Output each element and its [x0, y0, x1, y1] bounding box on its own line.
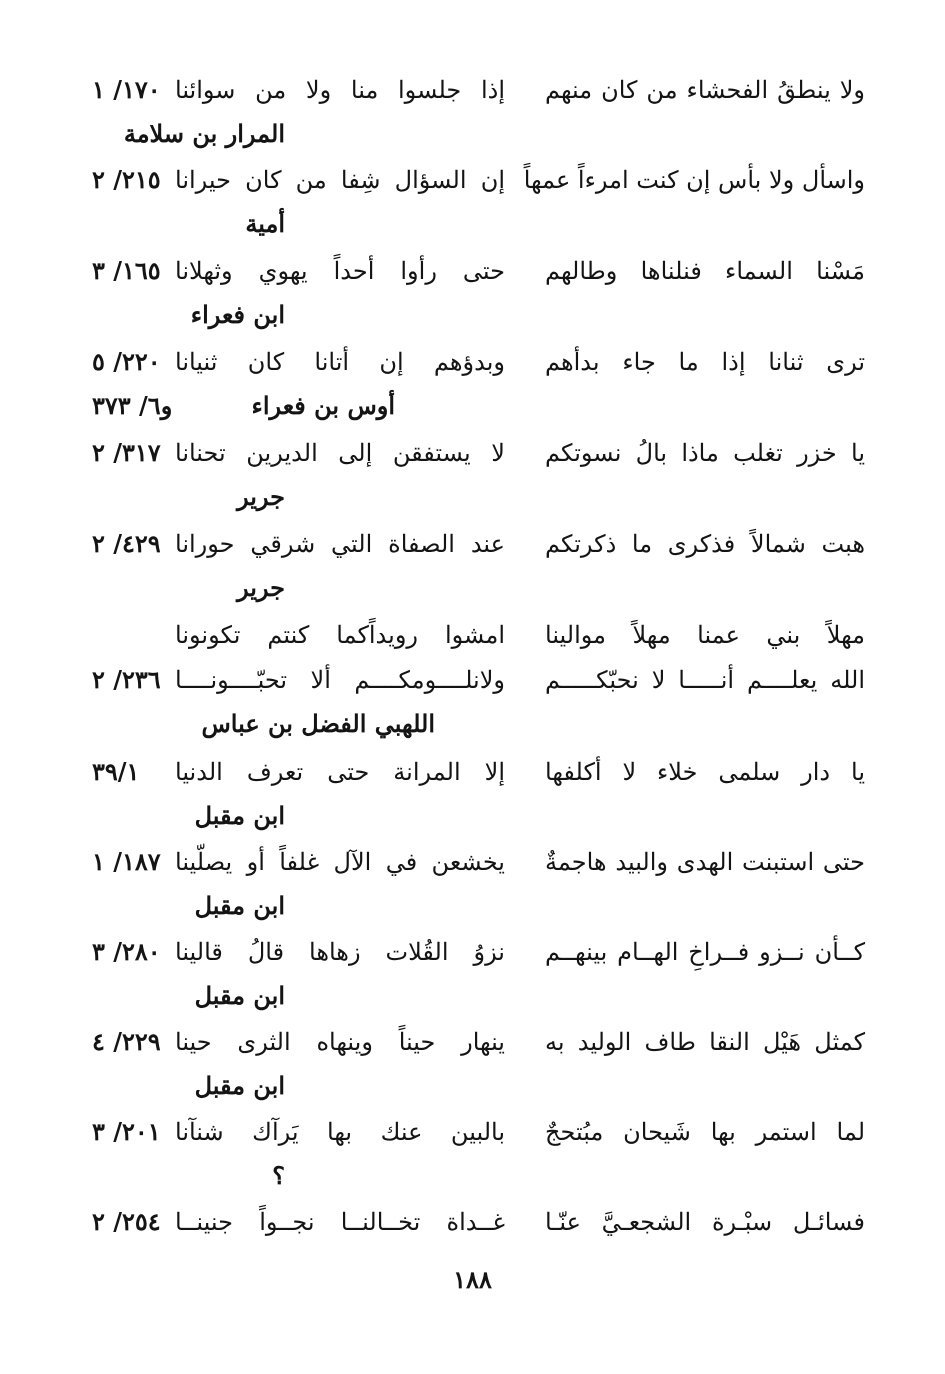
poet-line — [0, 794, 945, 838]
volume-page-reference: ٢٣٦/ ٢ — [92, 665, 161, 694]
poet-name: اللهبي الفضل بن عباس — [201, 709, 435, 738]
verse-second-hemistich: ولانلــــومكــــم ألا تحبّــــونــــا — [175, 666, 505, 694]
verse-entry — [0, 158, 945, 246]
volume-page-reference: ٢١٥/ ٢ — [92, 165, 161, 194]
verse-second-hemistich: لا يستفقن إلى الديرين تحنانا — [175, 439, 505, 467]
volume-page-reference: ٢٠١/ ٣ — [92, 1117, 161, 1146]
verse-entry — [0, 840, 945, 928]
volume-page-reference: ٣٩/١ — [92, 757, 140, 786]
verse-line — [0, 840, 945, 884]
volume-page-reference: ٢٢٩/ ٤ — [92, 1027, 161, 1056]
verse-entry — [0, 522, 945, 610]
poet-line — [0, 566, 945, 610]
verse-entry — [0, 340, 945, 428]
poet-line — [0, 702, 945, 746]
verse-second-hemistich: عند الصفاة التي شرقي حورانا — [175, 530, 505, 558]
volume-page-reference: ١٦٥/ ٣ — [92, 256, 161, 285]
verse-first-hemistich: مهلاً بني عمنا مهلاً موالينا — [545, 621, 865, 649]
verse-line — [0, 658, 945, 702]
verse-second-hemistich: نزوُ القُلات زهاها قالُ قالينا — [175, 938, 505, 966]
verse-second-hemistich: إن السؤال شِفا من كان حيرانا — [175, 166, 505, 194]
verse-second-hemistich: غــداة تخــالنــا نجــواً جنينــا — [175, 1208, 505, 1236]
verse-second-hemistich: امشوا رويداًكما كنتم تكونونا — [175, 621, 505, 649]
poet-line — [0, 1154, 945, 1198]
verse-first-hemistich: فسائـل سبْـرة الشجعـيَّ عنّـا — [545, 1208, 865, 1236]
verse-first-hemistich: يا خزر تغلب ماذا بالُ نسوتكم — [545, 439, 865, 467]
verse-line — [0, 68, 945, 112]
poet-name: ابن مقبل — [194, 801, 285, 830]
volume-page-reference: ٤٢٩/ ٢ — [92, 529, 161, 558]
verse-line — [0, 1020, 945, 1064]
volume-page-reference: ٢٨٠/ ٣ — [92, 937, 161, 966]
verse-first-hemistich: مَسْنا السماء فنلناها وطالهم — [545, 257, 865, 285]
poet-name: أوس بن فعراء — [251, 391, 395, 420]
volume-page-reference: ١٨٧/ ١ — [92, 847, 161, 876]
verse-first-hemistich: يا دار سلمى خلاء لا أكلفها — [545, 758, 865, 786]
verse-line — [0, 613, 945, 657]
poet-line — [0, 293, 945, 337]
verse-first-hemistich: الله يعلــــم أنـــــا لا نحبّكـــــم — [545, 666, 865, 694]
verse-second-hemistich: إلا المرانة حتى تعرف الدنيا — [175, 758, 505, 786]
poet-name: ابن مقبل — [194, 981, 285, 1010]
page-number: ١٨٨ — [453, 1265, 492, 1294]
poet-name: ابن فعراء — [190, 300, 285, 329]
verse-entry — [0, 613, 945, 657]
poet-line — [0, 1064, 945, 1108]
verse-first-hemistich: ولا ينطقُ الفحشاء من كان منهم — [545, 76, 865, 104]
verse-line — [0, 431, 945, 475]
secondary-reference: و٦/ ٣٧٣ — [92, 391, 173, 420]
verse-entry — [0, 1020, 945, 1108]
poet-name: ابن مقبل — [194, 891, 285, 920]
verse-entry — [0, 1110, 945, 1198]
verse-second-hemistich: حتى رأوا أحداً يهوي وثهلانا — [175, 257, 505, 285]
poet-line — [0, 384, 945, 428]
poet-name: ؟ — [272, 1161, 285, 1190]
verse-line — [0, 249, 945, 293]
verse-first-hemistich: كــأن نــزو فــراخِ الهــام بينهــم — [545, 938, 865, 966]
verse-first-hemistich: هبت شمالاً فذكرى ما ذكرتكم — [545, 530, 865, 558]
poet-line — [0, 884, 945, 928]
verse-second-hemistich: بالبين عنك بها يَرآك شنآنا — [175, 1118, 505, 1146]
verse-second-hemistich: وبدؤهم إن أتانا كان ثنيانا — [175, 348, 505, 376]
verse-line — [0, 930, 945, 974]
verse-entry — [0, 68, 945, 156]
verse-first-hemistich: لما استمر بها شَيحان مبُتحجٌ — [545, 1118, 865, 1146]
poet-name: ابن مقبل — [194, 1071, 285, 1100]
verse-entry — [0, 431, 945, 519]
poet-name: أمية — [245, 209, 285, 238]
poet-line — [0, 974, 945, 1018]
verse-line — [0, 1200, 945, 1244]
volume-page-reference: ٣١٧/ ٢ — [92, 438, 161, 467]
verse-entry — [0, 930, 945, 1018]
verse-entry — [0, 750, 945, 838]
poet-line — [0, 475, 945, 519]
verse-line — [0, 750, 945, 794]
verse-second-hemistich: يخشعن في الآل غلفاً أو يصلّينا — [175, 848, 505, 876]
verse-first-hemistich: كمثل هَيْل النقا طاف الوليد به — [545, 1028, 865, 1056]
verse-line — [0, 158, 945, 202]
verse-first-hemistich: حتى استبنت الهدى والبيد هاجمةٌ — [545, 848, 865, 876]
verse-entry — [0, 1200, 945, 1244]
volume-page-reference: ٢٢٠/ ٥ — [92, 347, 161, 376]
poet-name: جرير — [237, 482, 285, 511]
poet-name: جرير — [237, 573, 285, 602]
verse-second-hemistich: إذا جلسوا منا ولا من سوائنا — [175, 76, 505, 104]
volume-page-reference: ٢٥٤/ ٢ — [92, 1207, 161, 1236]
verse-first-hemistich: ترى ثنانا إذا ما جاء بدأهم — [545, 348, 865, 376]
volume-page-reference: ١٧٠/ ١ — [92, 75, 161, 104]
verse-line — [0, 340, 945, 384]
poet-line — [0, 202, 945, 246]
poet-line — [0, 112, 945, 156]
verse-entry — [0, 658, 945, 746]
verse-line — [0, 522, 945, 566]
poet-name: المرار بن سلامة — [123, 119, 285, 148]
verse-entry — [0, 249, 945, 337]
verse-second-hemistich: ينهار حيناً وينهاه الثرى حينا — [175, 1028, 505, 1056]
verse-line — [0, 1110, 945, 1154]
verse-first-hemistich: واسأل ولا بأس إن كنت امرءاً عمهاً — [523, 166, 865, 194]
